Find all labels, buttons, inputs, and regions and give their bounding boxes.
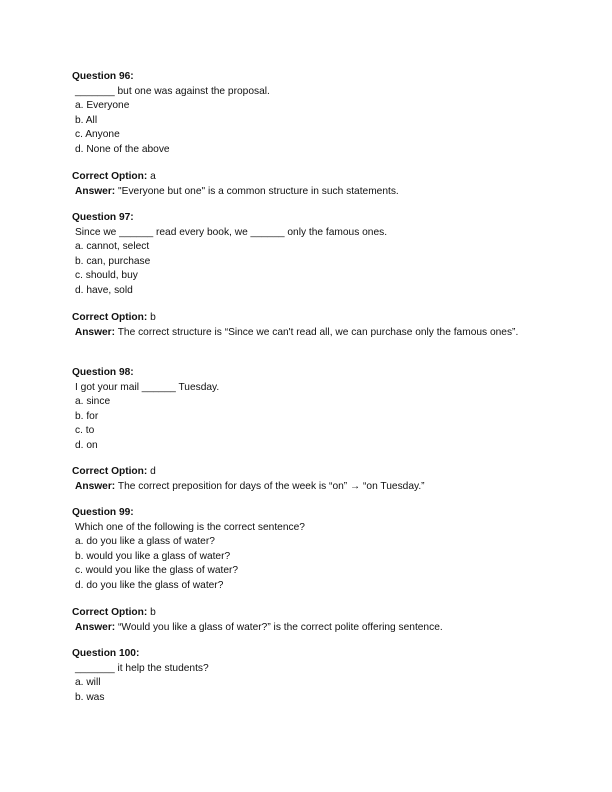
question-stem: _______ it help the students? (75, 662, 209, 674)
answer-explanation (72, 185, 542, 200)
option-c: c. should, buy (75, 270, 138, 282)
answer-text: The correct structure is “Since we can't read all, we can purchase only the famous ones”. (115, 326, 519, 338)
option-d: d. on (75, 439, 98, 451)
option-a: a. will (75, 677, 101, 689)
option-b: b. All (75, 114, 98, 126)
correct-option (72, 465, 542, 480)
correct-option (72, 311, 542, 326)
option-a: a. do you like a glass of water? (75, 536, 215, 548)
question-label: Question 99: (72, 507, 134, 518)
option-c: c. Anyone (75, 129, 120, 141)
answer-explanation (72, 480, 542, 495)
correct-option-label: Correct Option: (72, 171, 148, 182)
option-c: c. would you like the glass of water? (75, 565, 239, 577)
answer-99 (72, 606, 542, 635)
question-98 (72, 366, 542, 454)
option-d: d. None of the above (75, 143, 170, 155)
correct-option-value: a (147, 171, 156, 182)
answer-text: "Everyone but one" is a common structure in such statements. (115, 185, 399, 197)
question-97 (72, 211, 542, 299)
answer-98 (72, 465, 542, 494)
option-a: a. since (75, 396, 111, 408)
answer-label: Answer: (75, 621, 116, 633)
answer-label: Answer: (74, 326, 116, 338)
answer-explanation (72, 326, 540, 341)
correct-option (72, 170, 542, 185)
option-b: b. would you like a glass of water? (75, 550, 231, 562)
question-stem: Since we ______ read every book, we ______ only the famous ones. (75, 226, 388, 238)
question-label: Question 98: (72, 367, 134, 378)
answer-96 (72, 170, 542, 199)
correct-option-value: b (147, 312, 156, 323)
answer-97 (72, 311, 542, 340)
option-c: c. to (75, 425, 95, 437)
question-stem: I got your mail ______ Tuesday. (75, 381, 220, 393)
option-b: b. can, purchase (75, 255, 151, 267)
answer-text: “Would you like a glass of water?” is the correct polite offering sentence. (115, 621, 443, 633)
question-96 (72, 70, 542, 158)
option-b: b. for (75, 410, 99, 422)
question-label: Question 97: (72, 212, 134, 223)
option-a: a. cannot, select (75, 241, 150, 253)
question-label: Question 100: (72, 648, 140, 659)
answer-text: The correct preposition for days of the week is “on” → “on Tuesday.” (115, 480, 425, 492)
correct-option-value: d (147, 466, 156, 477)
option-d: d. have, sold (75, 284, 133, 296)
answer-label: Answer: (75, 185, 116, 197)
question-label: Question 96: (72, 71, 134, 82)
question-stem: Which one of the following is the correct sentence? (75, 521, 305, 533)
correct-option (72, 606, 542, 621)
question-stem: _______ but one was against the proposal. (75, 85, 270, 97)
option-d: d. do you like the glass of water? (75, 579, 224, 591)
correct-option-label: Correct Option: (72, 607, 148, 618)
correct-option-label: Correct Option: (72, 466, 148, 477)
correct-option-value: b (147, 607, 156, 618)
answer-label: Answer: (75, 480, 116, 492)
answer-explanation (72, 621, 542, 636)
option-b: b. was (75, 691, 105, 703)
question-99 (72, 506, 542, 594)
option-a: a. Everyone (75, 100, 130, 112)
question-100 (72, 647, 542, 705)
correct-option-label: Correct Option: (72, 312, 148, 323)
